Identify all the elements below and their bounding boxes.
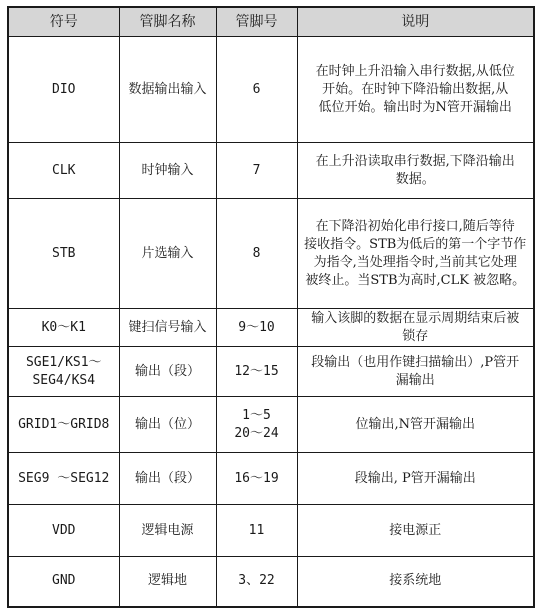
description-line: 输入该脚的数据在显示周期结束后被	[311, 310, 520, 326]
pin-name-cell: 数据输出输入	[119, 37, 216, 143]
description-cell	[297, 143, 534, 199]
description-cell	[297, 453, 534, 505]
pin-number-cell	[216, 347, 297, 397]
description-cell	[297, 37, 534, 143]
table-row	[8, 143, 534, 199]
pin-name-cell: 输出（段）	[119, 453, 216, 505]
description-line: 位输出,N管开漏输出	[355, 416, 475, 432]
description-line: 数据。	[395, 171, 435, 187]
description-line: 开始。在时钟下降沿输出数据,从	[322, 81, 509, 97]
pin-number-cell	[216, 397, 297, 453]
symbol-cell	[8, 505, 119, 557]
symbol-text: CLK	[52, 162, 76, 178]
description-cell	[297, 199, 534, 309]
symbol-text: STB	[52, 245, 76, 261]
description-line: 段输出, P管开漏输出	[354, 470, 476, 486]
symbol-text: DIO	[52, 81, 76, 97]
header-pin-number: 管脚号	[216, 7, 297, 37]
description-line: 接系统地	[389, 573, 442, 589]
pin-name-cell: 时钟输入	[119, 143, 216, 199]
description-line: 在时钟上升沿输入串行数据,从低位	[315, 63, 515, 79]
symbol-cell	[8, 557, 119, 607]
description-line: 在下降沿初始化串行接口,随后等待	[315, 218, 515, 234]
symbol-text: GRID1～GRID8	[18, 416, 110, 432]
pin-number-text: 7	[252, 162, 261, 178]
pin-number-text: 1～5	[242, 407, 271, 423]
pin-number-cell	[216, 557, 297, 607]
pin-number-text: 12～15	[234, 363, 279, 379]
pin-number-cell	[216, 37, 297, 143]
pin-number-cell	[216, 505, 297, 557]
description-line: 接电源正	[389, 522, 442, 538]
symbol-cell	[8, 37, 119, 143]
symbol-cell	[8, 397, 119, 453]
description-cell	[297, 557, 534, 607]
pin-description-table	[7, 6, 535, 608]
pin-number-text: 9～10	[238, 319, 275, 335]
pin-name-cell: 逻辑电源	[119, 505, 216, 557]
description-cell	[297, 309, 534, 347]
pin-number-text: 6	[252, 81, 261, 97]
description-line: 接收指令。STB为低后的第一个字节作	[304, 236, 527, 252]
pin-number-text: 3、22	[238, 573, 275, 589]
description-line: 段输出（也用作键扫描输出）,P管开	[311, 354, 520, 370]
symbol-text: SEG4/KS4	[32, 372, 96, 388]
table-row	[8, 309, 534, 347]
symbol-cell	[8, 199, 119, 309]
pin-name-cell: 输出（位）	[119, 397, 216, 453]
table-row	[8, 453, 534, 505]
pin-number-cell	[216, 309, 297, 347]
description-line: 低位开始。输出时为N管开漏输出	[318, 99, 512, 115]
symbol-cell	[8, 143, 119, 199]
description-cell	[297, 347, 534, 397]
table-row	[8, 199, 534, 309]
table-row	[8, 397, 534, 453]
pin-number-text: 8	[252, 245, 261, 261]
table-row	[8, 557, 534, 607]
pin-name-cell: 片选输入	[119, 199, 216, 309]
symbol-cell	[8, 453, 119, 505]
header-pin-name: 管脚名称	[119, 7, 216, 37]
header-row	[8, 7, 534, 37]
table-row	[8, 505, 534, 557]
table-row	[8, 347, 534, 397]
pin-number-text: 20～24	[234, 425, 279, 441]
description-line: 被终止。当STB为高时,CLK 被忽略。	[305, 272, 526, 288]
pin-number-cell	[216, 143, 297, 199]
pin-name-cell: 逻辑地	[119, 557, 216, 607]
header-description: 说明	[297, 7, 534, 37]
symbol-text: SGE1/KS1～	[25, 354, 102, 370]
pin-number-cell	[216, 199, 297, 309]
description-line: 在上升沿读取串行数据,下降沿输出	[315, 153, 515, 169]
symbol-cell	[8, 309, 119, 347]
table-row	[8, 37, 534, 143]
description-line: 漏输出	[395, 372, 435, 388]
symbol-text: VDD	[52, 522, 76, 538]
pin-name-cell: 输出（段）	[119, 347, 216, 397]
description-cell	[297, 397, 534, 453]
pin-number-cell	[216, 453, 297, 505]
symbol-text: K0～K1	[41, 319, 86, 335]
pin-number-text: 11	[248, 522, 265, 538]
symbol-cell	[8, 347, 119, 397]
symbol-text: SEG9 ～SEG12	[18, 470, 110, 486]
pin-name-cell: 键扫信号输入	[119, 309, 216, 347]
symbol-text: GND	[52, 573, 76, 589]
header-symbol: 符号	[8, 7, 119, 37]
description-line: 锁存	[402, 328, 429, 344]
description-cell	[297, 505, 534, 557]
description-line: 为指令,当处理指令时,当前其它处理	[313, 254, 517, 270]
pin-number-text: 16～19	[234, 470, 279, 486]
